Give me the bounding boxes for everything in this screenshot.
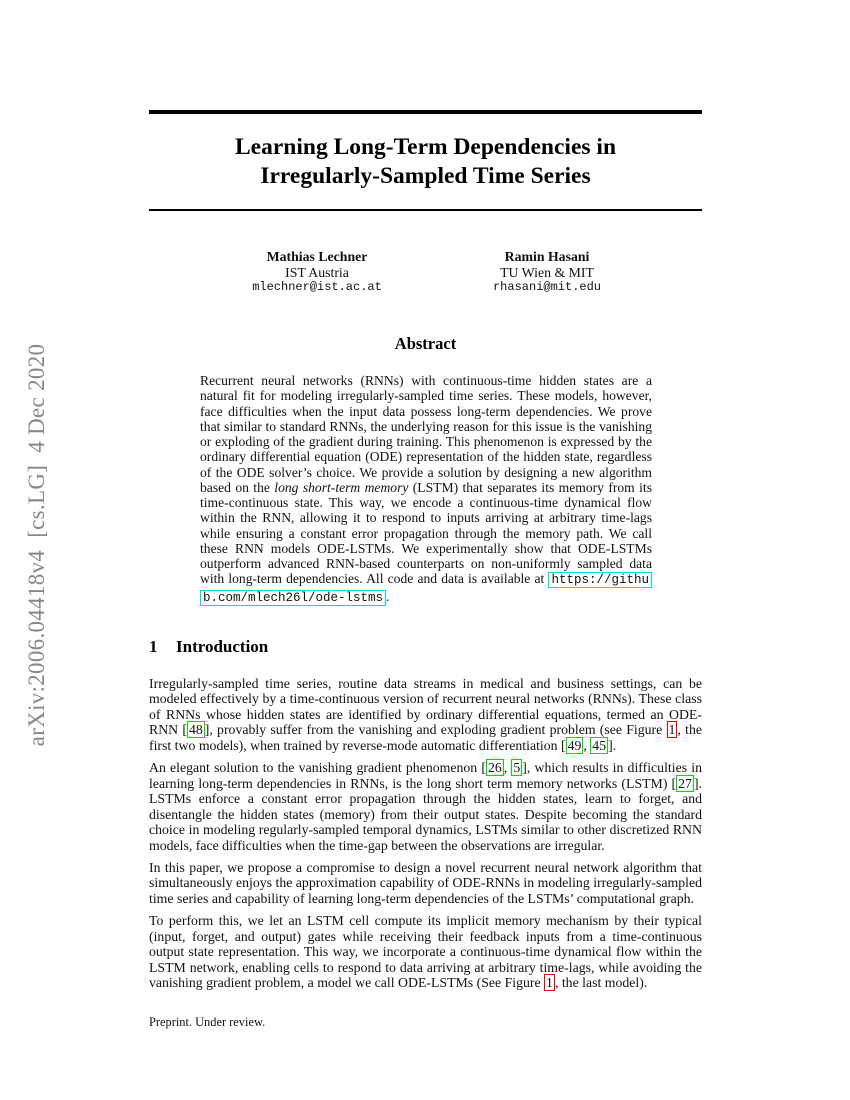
text-segment: To perform this, we let an LSTM cell compute its implicit memory mechanism by their typical (input, forget, and output) gates while receiving their feedback inputs from a time-continuous output state representation. This way, we incorporate a continuous-time dynamical flow within the LSTM network, enabling cells to respond to data arriving at arbitrary time-lags, while avoiding the vanishing gradient problem, a model we call ODE-LSTMs (See Figure	[149, 913, 702, 991]
citation-ref[interactable]: 5	[513, 760, 521, 776]
title-rule-top	[149, 110, 702, 114]
abstract-heading: Abstract	[394, 334, 457, 353]
text-segment: ,	[503, 760, 512, 776]
text-segment: An elegant solution to the vanishing gradient phenomenon [	[149, 760, 486, 776]
paper-title	[149, 133, 702, 190]
text-segment: ], which results in difficulties in learning long-term dependencies in RNNs, is the long short term memory networks (LSTM) [	[149, 760, 702, 791]
author-1-affiliation: IST Austria	[285, 264, 349, 280]
figure-ref[interactable]: 1	[546, 975, 553, 991]
text-segment: In this paper, we propose a compromise to design a novel recurrent neural network algorithm that simultaneously enjoys the approximation capability of ODE-RNNs in modeling irregularly-sampled time series and capability of learning long-term dependencies of the LSTMs’ computational graph.	[149, 859, 702, 906]
intro-paragraph-3	[149, 860, 702, 906]
author-2-email: rhasani@mit.edu	[492, 280, 602, 294]
text-segment: Irregularly-sampled time series, routine data streams in medical and business settings, can be modeled effectively by a time-continuous version of recurrent neural networks (RNNs). These class of RNNs whose hidden states are identified by ordinary differential equations, termed an ODE-RNN [	[149, 676, 702, 738]
text-segment: ], provably suffer from the vanishing and exploding gradient problem (see Figure	[204, 722, 667, 738]
preprint-footer: Preprint. Under review.	[149, 1015, 266, 1029]
citation-ref[interactable]: 45	[592, 737, 607, 753]
section-number: 1	[149, 637, 158, 656]
text-segment: ]. LSTMs enforce a constant error propagation through the hidden states, learn to forget, and disentangle the hidden states (memory) from their output states. Despite becoming the standard choice in modeling regularly-sampled temporal dynamics, LSTMs similar to other discretized RNN models, face difficulties when the time-gap between the observations are irregular.	[149, 775, 702, 853]
text-segment: , the last model).	[554, 975, 648, 991]
citation-ref[interactable]: 27	[678, 775, 692, 791]
text-segment: long short-term memory	[274, 479, 409, 495]
author-2	[435, 249, 659, 296]
intro-paragraph-2	[149, 760, 702, 853]
text-segment: ,	[583, 737, 591, 753]
url-link[interactable]: https://github.com/mlech26l/ode-lstms	[200, 572, 652, 605]
paper-title-line1: Learning Long-Term Dependencies in	[234, 134, 617, 160]
arxiv-watermark: arXiv:2006.04418v4 [cs.LG] 4 Dec 2020	[24, 343, 49, 747]
author-1	[205, 249, 429, 296]
abstract-text	[200, 373, 652, 606]
author-1-name: Mathias Lechner	[266, 249, 368, 264]
text-segment: Recurrent neural networks (RNNs) with continuous-time hidden states are a natural fit for modeling irregularly-sampled time series. These models, however, face difficulties when the input data possess long-term dependencies. We prove that similar to standard RNNs, the underlying reason for this issue is the vanishing or exploding of the gradient during training. This phenomenon is expressed by the ordinary differential equation (ODE) representation of the hidden state, regardless of the ODE solver’s choice. We provide a solution by designing a new algorithm based on the	[200, 373, 652, 495]
text-segment: , the first two models), when trained by reverse-mode automatic differentiation [	[149, 722, 702, 753]
text-segment: ].	[608, 737, 617, 753]
citation-ref[interactable]: 26	[487, 760, 502, 776]
text-segment: (LSTM) that separates its memory from its time-continuous state. This way, we encode a continuous-time dynamical flow within the RNN, allowing it to respond to inputs arriving at arbitrary time-lags while ensuring a constant error propagation through the memory path. We call these RNN models ODE-LSTMs. We experimentally show that ODE-LSTMs outperform advanced RNN-based counterparts on non-uniformly sampled data with long-term dependencies. All code and data is available at	[200, 479, 652, 587]
author-2-affiliation: TU Wien & MIT	[500, 264, 594, 280]
intro-paragraph-1	[149, 676, 702, 753]
section-1-heading	[149, 637, 702, 657]
figure-ref[interactable]: 1	[668, 722, 676, 738]
section-title: Introduction	[176, 637, 269, 656]
introduction-text	[149, 676, 702, 998]
citation-ref[interactable]: 49	[567, 737, 582, 753]
paper-title-line2: Irregularly-Sampled Time Series	[260, 162, 591, 189]
author-block	[149, 249, 702, 309]
intro-paragraph-4	[149, 913, 702, 990]
author-1-email: mlechner@ist.ac.at	[252, 280, 382, 294]
author-2-name: Ramin Hasani	[504, 249, 590, 264]
citation-ref[interactable]: 48	[188, 722, 203, 738]
text-segment: .	[386, 588, 390, 604]
title-rule-bottom	[149, 209, 702, 211]
